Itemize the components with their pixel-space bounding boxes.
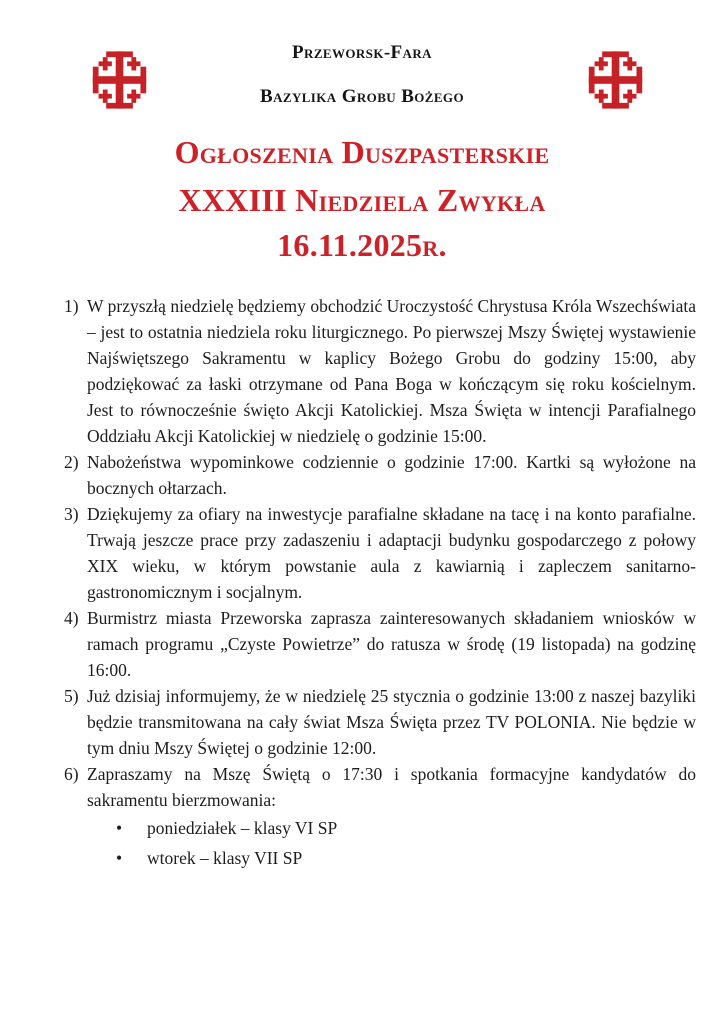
item-number: 2) <box>64 452 79 472</box>
announcement-item <box>64 761 696 813</box>
item-text: Nabożeństwa wypominkowe codziennie o godzinie 17:00. Kartki są wyłożone na bocznych ołtarzach. <box>87 452 696 498</box>
bullet-item <box>64 843 696 873</box>
item-text: Już dzisiaj informujemy, że w niedzielę 25 stycznia o godzinie 13:00 z naszej bazyliki będzie transmitowana na cały świat Msza Święta przez TV POLONIA. Nie będzie w tym dniu Mszy Świętej o godzinie 12:00. <box>87 686 696 758</box>
item-number: 6) <box>64 764 79 784</box>
bullet-dot-icon: • <box>116 818 123 838</box>
announcement-item <box>64 449 696 501</box>
doc-title: Ogłoszenia Duszpasterskie <box>174 134 550 170</box>
item-text: Zapraszamy na Mszę Świętą o 17:30 i spotkania formacyjne kandydatów do sakramentu bierzmowania: <box>87 764 696 810</box>
item-number: 1) <box>64 296 79 316</box>
bullet-text: poniedziałek – klasy VI SP <box>147 818 338 838</box>
item-text: Burmistrz miasta Przeworska zaprasza zainteresowanych składaniem wniosków w ramach programu „Czyste Powietrze” do ratusza w środę (19 listopada) na godzinę 16:00. <box>87 608 696 680</box>
parish-name: Przeworsk-Fara <box>292 42 432 63</box>
item-text: Dziękujemy za ofiary na inwestycje parafialne składane na tacę i na konto parafialne. Trwają jeszcze prace przy zadaszeniu i adaptacji budynku gospodarczego z połowy XIX wieku, w którym powstanie aula z kawiarnią i zapleczem sanitarno-gastronomicznym i socjalnym. <box>87 504 696 602</box>
sunday-title: XXXIII Niedziela Zwykła <box>178 182 546 218</box>
announcement-list <box>64 293 696 873</box>
bullet-item <box>64 813 696 843</box>
item-number: 5) <box>64 686 79 706</box>
announcement-item <box>64 293 696 449</box>
item-number: 3) <box>64 504 79 524</box>
announcement-item <box>64 683 696 761</box>
item-text: W przyszłą niedzielę będziemy obchodzić Uroczystość Chrystusa Króla Wszechświata – jest to ostatnia niedziela roku liturgicznego. Po pierwszej Mszy Świętej wystawienie Najświętszego Sakramentu w kaplicy Bożego Grobu do godziny 15:00, aby podziękować za łaski otrzymane od Pana Boga w kończącym się roku kościelnym. Jest to równocześnie święto Akcji Katolickiej. Msza Święta w intencji Parafialnego Oddziału Akcji Katolickiej w niedzielę o godzinie 15:00. <box>87 296 696 446</box>
bullet-text: wtorek – klasy VII SP <box>147 848 303 868</box>
date-line: 16.11.2025r. <box>277 227 447 263</box>
announcement-item <box>64 605 696 683</box>
item-number: 4) <box>64 608 79 628</box>
bullet-dot-icon: • <box>116 848 123 868</box>
church-name: Bazylika Grobu Bożego <box>260 86 464 107</box>
announcement-item <box>64 501 696 605</box>
